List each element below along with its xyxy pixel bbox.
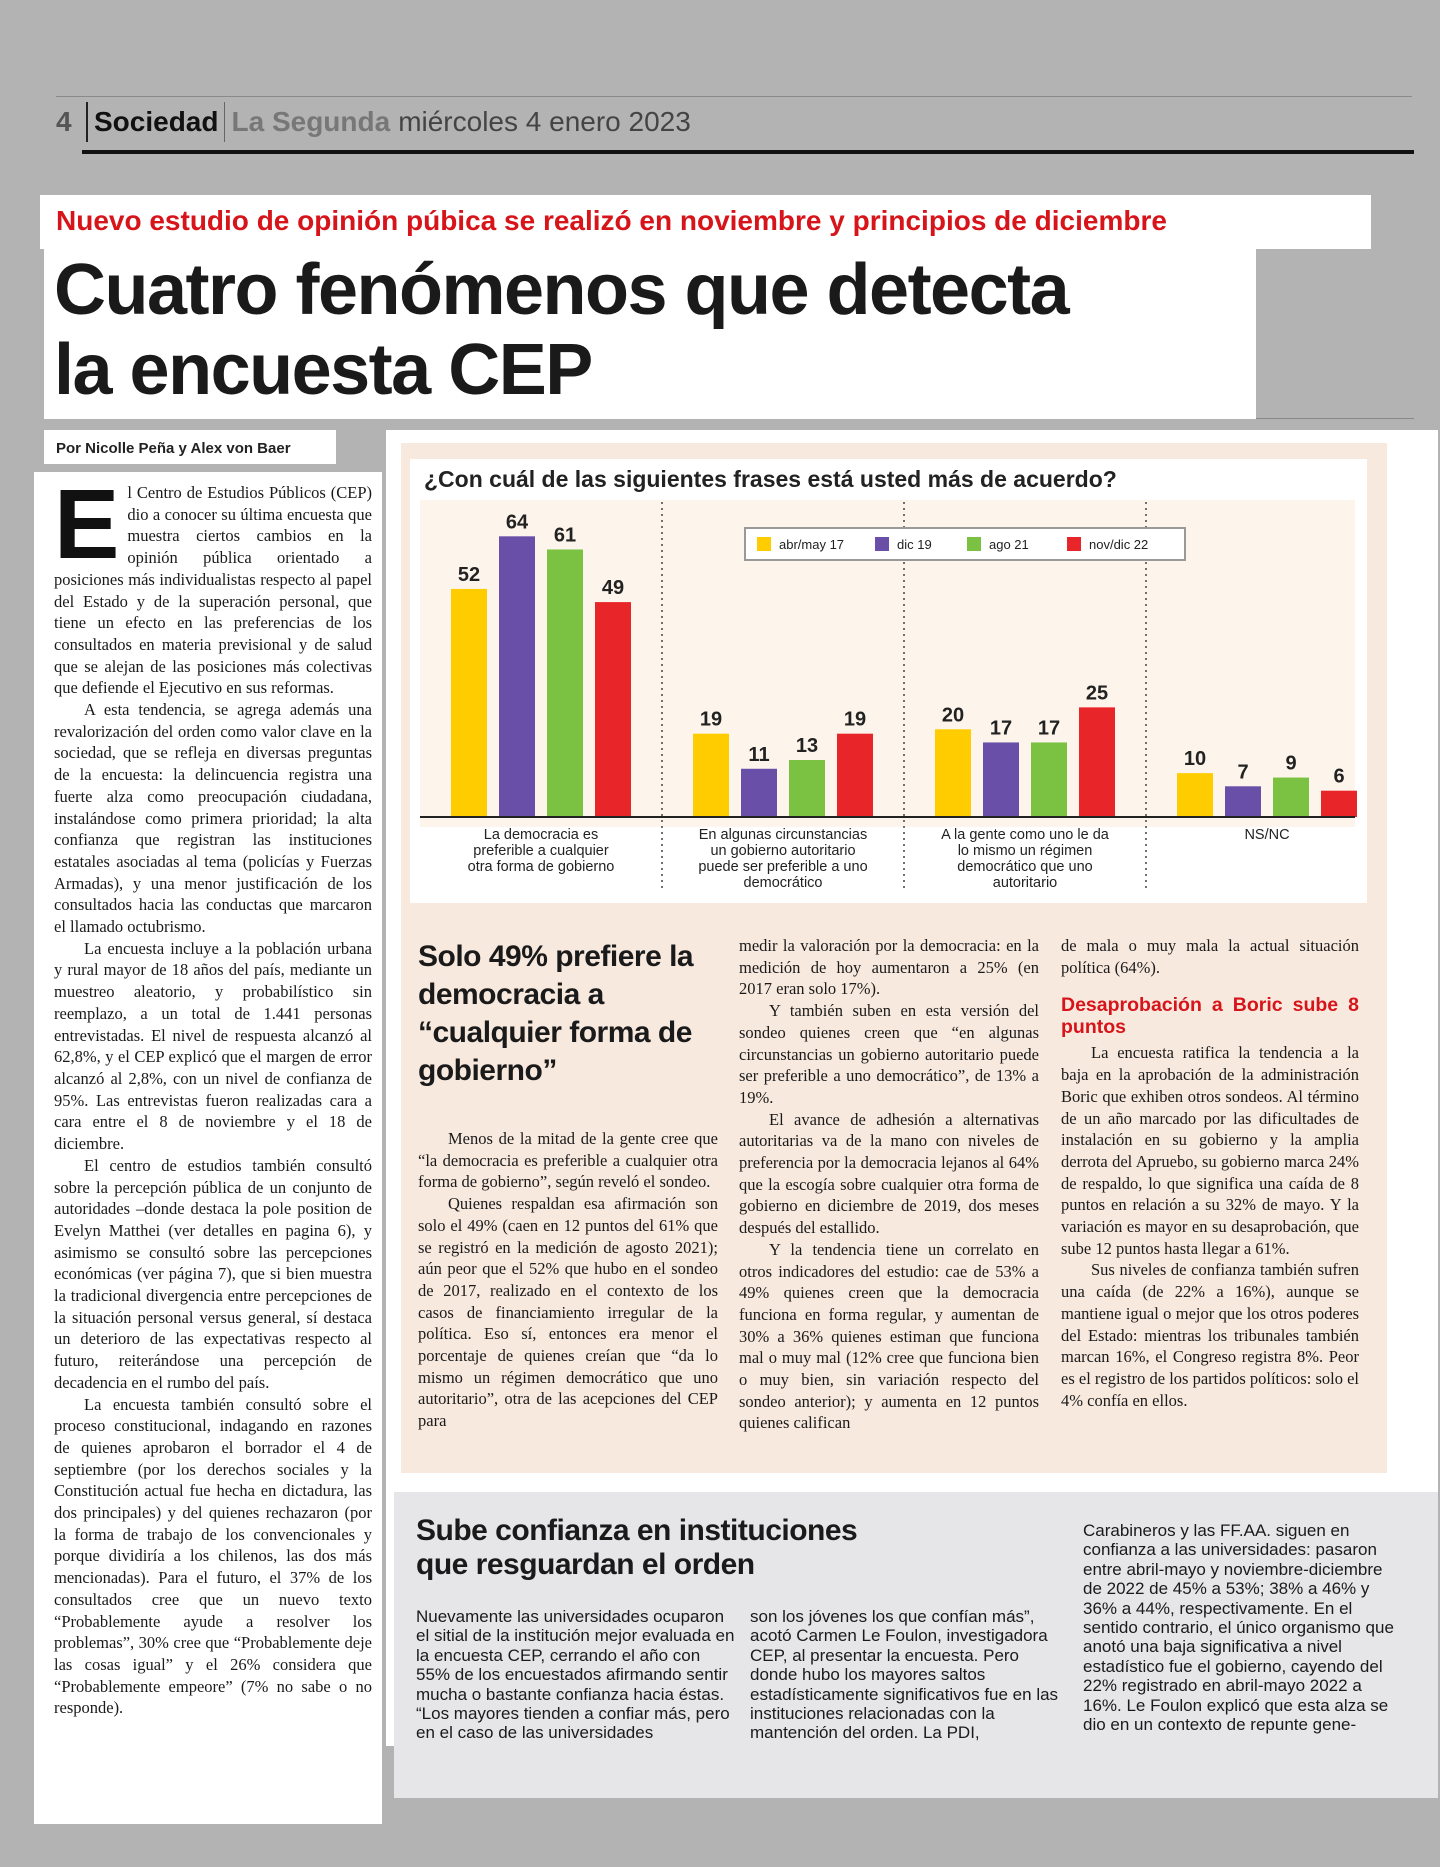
bar <box>1225 786 1261 817</box>
headline-line-1: Cuatro fenómenos que detecta <box>54 250 1069 330</box>
bar <box>1031 742 1067 817</box>
section-paragraph: Y la tendencia tiene un correlato en otros indicadores del estudio: cae de 53% a 49% quienes creen que la democracia funciona en forma regular, y aumentan de 30% a 36% quienes estiman que funciona mal o muy mal (12% cree que funciona bien o muy bien, sin variación respecto del sondeo anterior); y aumenta en 12 puntos quienes califican <box>739 1239 1039 1433</box>
data-label: 19 <box>699 708 723 731</box>
bar <box>789 760 825 817</box>
kicker: Nuevo estudio de opinión púbica se realizó en noviembre y principios de diciembre <box>56 205 1167 236</box>
data-label: 6 <box>1333 765 1345 788</box>
data-label: 9 <box>1285 752 1297 775</box>
bar <box>595 602 631 817</box>
byline: Por Nicolle Peña y Alex von Baer <box>56 440 291 457</box>
category-label: puede ser preferible a uno <box>698 859 868 875</box>
category-label: preferible a cualquier <box>473 843 609 859</box>
section-paragraph: Quienes respaldan esa afirmación son solo el 49% (caen en 12 puntos del 61% que se registró en la medición de agosto 2021); aún peor que el 52% que hubo en el sondeo de 2017, realizado en el contexto de los casos de financiamiento irregular de la política. Eso sí, entonces era menor el porcentaje de quienes creían que “da lo mismo un régimen democrático que uno autoritario”, otra de las acepciones del CEP para <box>418 1194 718 1431</box>
section-paragraph: medir la valoración por la democracia: en la medición de hoy aumentaron a 25% (en 2017 eran solo 17%). <box>739 936 1039 999</box>
publication-name: La Segunda <box>231 106 391 137</box>
category-label: A la gente como uno le da <box>941 827 1109 843</box>
legend-swatch <box>967 537 981 551</box>
category-label: La democracia es <box>483 827 599 843</box>
legend-swatch <box>1067 537 1081 551</box>
section-column-1 <box>418 1128 718 1432</box>
drop-cap: E <box>54 469 120 579</box>
page-number: 4 <box>56 106 72 137</box>
section-paragraph: La encuesta ratifica la tendencia a la baja en la aprobación de la administración Boric que exhiben otros sondeos. Al término de un año marcado por las dificultades de instalación en su gobierno y la amplia derrota del Apruebo, su gobierno marca 24% de respaldo, lo que significa una caída de 8 puntos en relación a su 32% de mayo. Y la variación es mayor en su desaprobación, que sube 12 puntos hasta llegar a 61%. <box>1061 1043 1359 1258</box>
data-label: 61 <box>553 524 577 547</box>
section-paragraph: Y también suben en esta versión del sondeo quienes creen que “en algunas circunstancias un gobierno autoritario puede ser preferible a uno democrático”, de 13% a 19%. <box>739 1001 1039 1107</box>
section-paragraph: El avance de adhesión a alternativas autoritarias va de la mano con niveles de preferencia por la democracia lejanos al 64% que la escogía sobre cualquier otra forma de gobierno en diciembre de 2019, dos meses después del estallido. <box>739 1109 1039 1238</box>
data-label: 7 <box>1237 761 1249 784</box>
issue-date: miércoles 4 enero 2023 <box>398 106 691 137</box>
section2-column-1: Nuevamente las universidades ocuparon el sitial de la institución mejor evaluada en la encuesta CEP, cerrando el año con 55% de los encuestados afirmando sentir mucha o bastante confianza hacia éstas. “Los mayores tienden a confiar más, pero en el caso de las universidades <box>416 1607 735 1743</box>
section-column-2 <box>739 935 1039 1434</box>
bar <box>1321 791 1357 817</box>
headline-rule <box>1256 418 1414 419</box>
bar <box>1273 778 1309 817</box>
header-divider <box>224 102 225 142</box>
section-name: Sociedad <box>94 106 219 137</box>
legend-label: dic 19 <box>897 537 932 552</box>
page-header <box>56 100 691 144</box>
bar-chart <box>410 490 1367 902</box>
data-label: 17 <box>1037 717 1061 740</box>
header-divider <box>86 102 88 142</box>
legend-label: nov/dic 22 <box>1089 537 1149 552</box>
bar <box>1177 773 1213 817</box>
headline <box>54 250 1244 410</box>
category-label: democrático que uno <box>957 859 1093 875</box>
section-paragraph: Menos de la mitad de la gente cree que “la democracia es preferible a cualquier otra forma de gobierno”, según reveló el sondeo. <box>418 1129 718 1192</box>
section-title: Solo 49% prefiere la democracia a “cualquier forma de gobierno” <box>418 940 694 1087</box>
bar <box>451 589 487 817</box>
header-rule <box>82 150 1414 154</box>
category-label: lo mismo un régimen <box>957 843 1093 859</box>
headline-line-2: la encuesta CEP <box>54 330 592 410</box>
category-label: NS/NC <box>1244 827 1290 843</box>
section2-title: Sube confianza en instituciones que resguardan el orden <box>416 1514 858 1581</box>
bar <box>547 549 583 817</box>
article-paragraph: El centro de estudios también consultó sobre la percepción pública de un conjunto de autoridades –donde destaca la pole position de Evelyn Matthei (ver detalles en pagina 6), y asimismo se consultó sobre las percepciones económicas (ver página 7), que si bien muestra la tradicional divergencia entre percepciones de la situación personal versus general, sí destaca un deterioro de las expectativas respecto al futuro, reiterándose una percepción de decadencia en el rumbo del país. <box>54 1155 372 1392</box>
article-paragraph: La encuesta incluye a la población urbana y rural mayor de 18 años del país, mediante un muestreo aleatorio, y probabilístico sin reemplazo, a un total de 1.441 personas entrevistadas. El nivel de respuesta alcanzó al 62,8%, y el CEP explicó que el margen de error alcanzó al 2,8%, con un nivel de confianza de 95%. Las entrevistas fueron realizadas cara a cara entre el 8 de noviembre y el 18 de diciembre. <box>54 938 372 1154</box>
section-column-3 <box>1061 935 1359 1411</box>
data-label: 20 <box>941 704 965 727</box>
bar <box>693 734 729 817</box>
article-paragraph: El Centro de Estudios Públicos (CEP) dio a conocer su última encuesta que muestra ciertos cambios en la opinión pública orientado a posiciones más individualistas respecto al papel del Estado y de la superación personal, que tiene un efecto en las preferencias de los consultados en materia previsional y de salud que se alejan de las posiciones más colectivas que defiende el Ejecutivo en sus reformas. <box>54 469 372 698</box>
article-paragraph: La encuesta también consultó sobre el proceso constitucional, indagando en razones de quienes aprobaron el borrador el 4 de septiembre (por los derechos sociales y la Constitución actual fue hecha en dictadura, las dos principales) y del quienes rechazaron (por la forma de trabajo de los convencionales y porque dividiría a los chilenos, las dos más mencionadas). Para el futuro, el 37% de los consultados cree que un nuevo texto “Probablemente ayude a resolver los problemas”, 30% cree que “Probablemente deje las cosas igual” y el 26% considera que “Probablemente empeore” (7% no sabe o no responde). <box>54 1394 372 1718</box>
bar <box>499 536 535 817</box>
category-label: un gobierno autoritario <box>710 843 856 859</box>
legend-label: abr/may 17 <box>779 537 845 552</box>
article-paragraph: A esta tendencia, se agrega además una revalorización del orden como valor clave en la sociedad, que se refleja en diversas preguntas de la encuesta: la delincuencia registra una fuerte alza como preocupación ciudadana, instalándose como primera prioridad; la alta confianza que registran las instituciones estatales asociadas al tema (policías y Fuerzas Armadas), y una menor justificación de los consultados hacia las conductas que marcaron el llamado octubrismo. <box>54 700 372 937</box>
category-label: autoritario <box>992 875 1058 891</box>
category-label: En algunas circunstancias <box>698 827 868 843</box>
section-paragraph: de mala o muy mala la actual situación política (64%). <box>1061 936 1359 977</box>
data-label: 49 <box>601 577 625 600</box>
chart-title: ¿Con cuál de las siguientes frases está usted más de acuerdo? <box>424 466 1117 492</box>
legend-swatch <box>875 537 889 551</box>
data-label: 17 <box>989 717 1013 740</box>
data-label: 52 <box>457 563 481 586</box>
data-label: 25 <box>1085 682 1109 705</box>
data-label: 10 <box>1183 748 1207 771</box>
data-label: 11 <box>748 743 770 766</box>
bar <box>837 734 873 817</box>
category-label: democrático <box>743 875 823 891</box>
bar <box>935 729 971 817</box>
subhead: Desaprobación a Boric sube 8 puntos <box>1061 994 1359 1039</box>
article-body <box>34 469 382 1824</box>
legend-label: ago 21 <box>989 537 1029 552</box>
legend-swatch <box>757 537 771 551</box>
data-label: 13 <box>795 734 819 757</box>
bar <box>741 769 777 817</box>
bar <box>1079 707 1115 817</box>
bar <box>983 742 1019 817</box>
section2-column-3: Carabineros y las FF.AA. siguen en confianza a las universidades: pasaron entre abril-mayo y noviembre-diciembre de 2022 de 45% a 53%; 38% a 46% y 36% a 44%, respectivamente. En el sentido contrario, el único organismo que anotó una baja significativa a nivel estadístico fue el gobierno, cayendo del 22% registrado en abril-mayo 2022 a 16%. Le Foulon explicó que esta alza se dio en un contexto de repunte gene- <box>1083 1521 1394 1735</box>
section2-column-2: son los jóvenes los que confían más”, acotó Carmen Le Foulon, investigadora CEP, al presentar la encuesta. Pero donde hubo los mayores saltos estadísticamente significativos fue en las instituciones relacionadas con la mantención del orden. La PDI, <box>750 1607 1059 1743</box>
category-label: otra forma de gobierno <box>467 859 615 875</box>
header-top-rule <box>56 96 1412 97</box>
data-label: 19 <box>843 708 867 731</box>
data-label: 64 <box>505 511 529 534</box>
section-paragraph: Sus niveles de confianza también sufren una caída (de 22% a 16%), aunque se mantiene igual o mejor que los otros poderes del Estado: mientras los tribunales también marcan 16%, el Congreso registra 8%. Peor es el registro de los partidos políticos: solo el 4% confía en ellos. <box>1061 1260 1359 1410</box>
